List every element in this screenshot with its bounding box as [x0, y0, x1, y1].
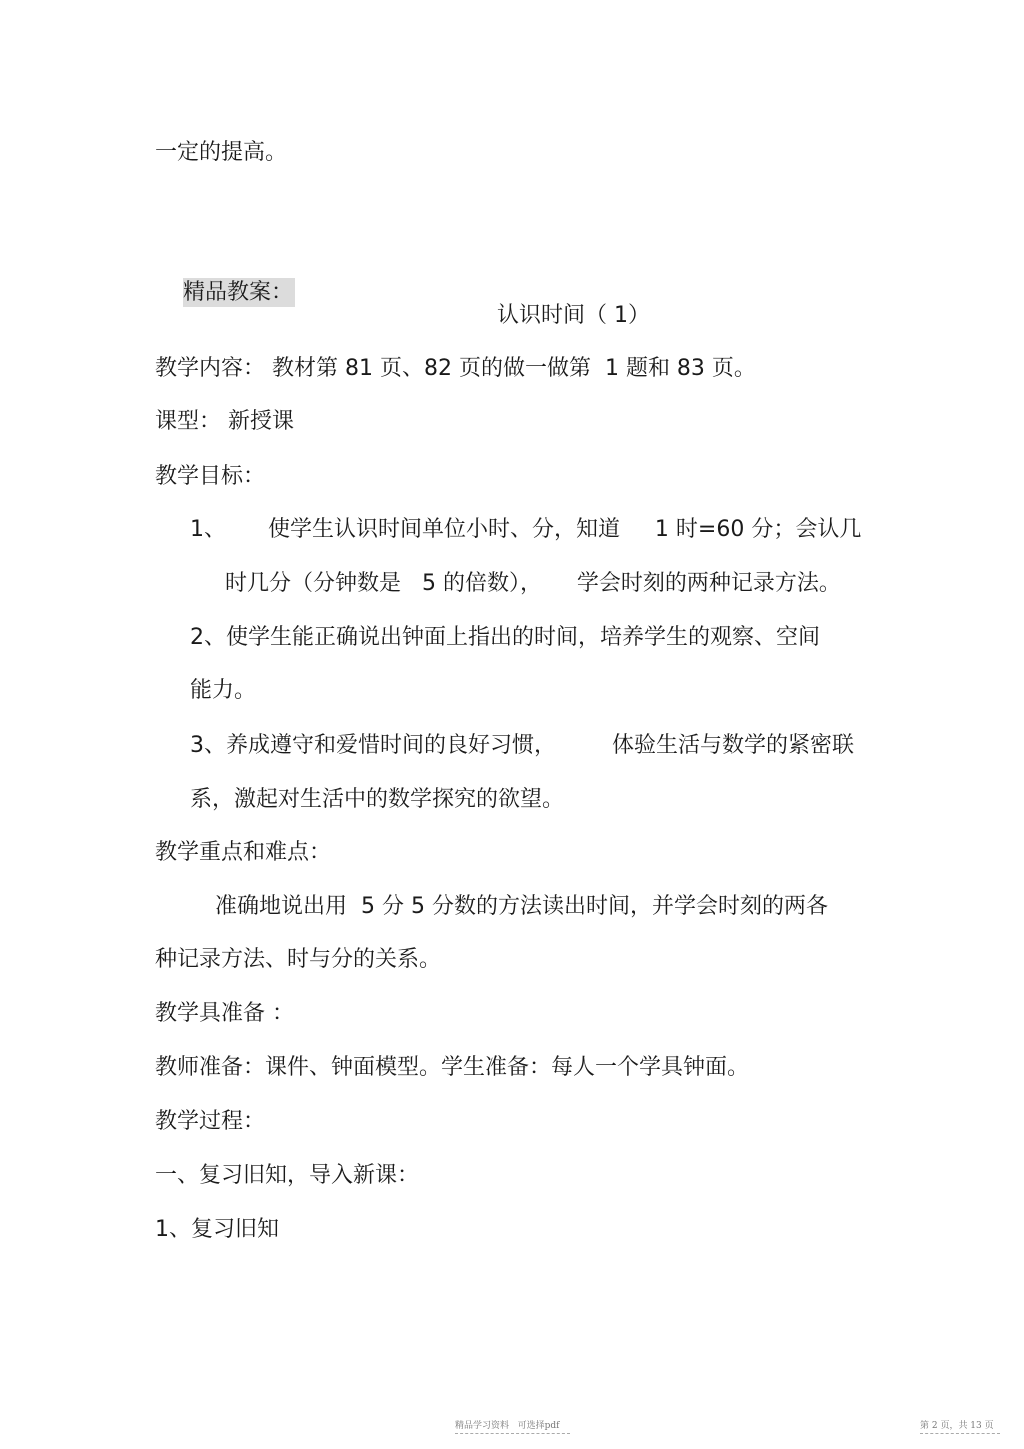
key-points-line: 种记录方法、时与分的关系。: [155, 947, 442, 972]
section-label-highlight: 精品教案：: [182, 280, 293, 305]
tools-text: 教师准备：课件、钟面模型。学生准备：每人一个学具钟面。: [155, 1055, 750, 1080]
section-label: [155, 248, 295, 338]
objective-line: 1、 使学生认识时间单位小时、分，知道 1 时=60 分；会认几: [190, 517, 862, 542]
objective-line: 3、养成遵守和爱惜时间的良好习惯， 体验生活与数学的紧密联: [190, 733, 854, 758]
tools-heading: 教学具准备 ：: [155, 1001, 294, 1026]
process-substep: 1、复习旧知: [155, 1217, 279, 1242]
teaching-content: 教学内容： 教材第 81 页、82 页的做一做第 1 题和 83 页。: [155, 356, 756, 381]
continuation-text: 一定的提高。: [155, 140, 288, 165]
process-heading: 教学过程：: [155, 1109, 266, 1134]
footer-left-divider: [455, 1433, 570, 1434]
objective-line: 能力。: [190, 678, 257, 703]
footer-right-divider: [920, 1433, 1000, 1434]
objectives-heading: 教学目标：: [155, 464, 266, 489]
page-title: 认识时间（ 1）: [497, 303, 650, 328]
lesson-type: 课型： 新授课: [155, 409, 294, 434]
objective-line: 2、使学生能正确说出钟面上指出的时间，培养学生的观察、空间: [190, 625, 820, 650]
objective-line: 时几分（分钟数是 5 的倍数）， 学会时刻的两种记录方法。: [225, 571, 841, 596]
process-step: 一、复习旧知，导入新课：: [155, 1163, 420, 1188]
footer-page-number: 第 2 页，共 13 页: [920, 1421, 994, 1431]
footer-left-text: 精品学习资料 可选择pdf: [455, 1421, 560, 1431]
objective-line: 系，激起对生活中的数学探究的欲望。: [190, 787, 565, 812]
key-points-heading: 教学重点和难点：: [155, 840, 332, 865]
key-points-line: 准确地说出用 5 分 5 分数的方法读出时间，并学会时刻的两各: [215, 894, 828, 919]
